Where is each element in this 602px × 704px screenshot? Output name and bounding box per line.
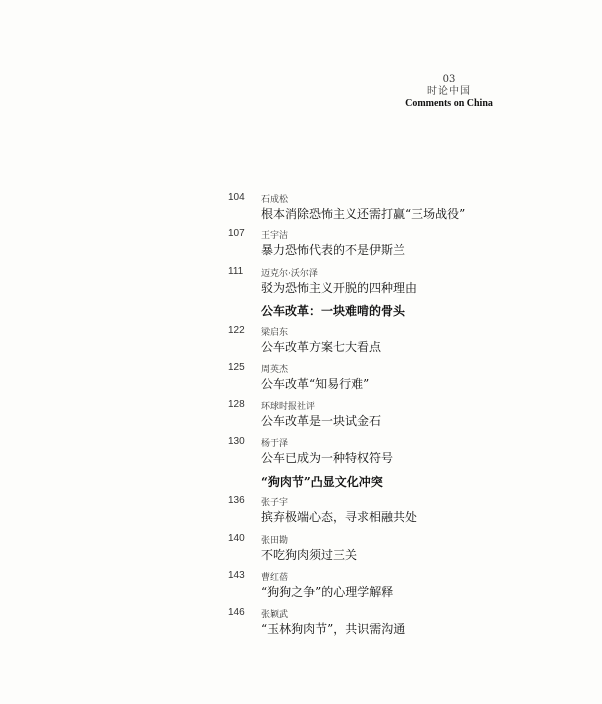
toc-page-number: 111 [228,266,244,277]
toc-title: 不吃狗肉须过三关 [261,548,358,562]
toc-author: 张田勘 [261,536,289,546]
column-title-chinese: 时论中国 [427,86,471,97]
toc-author: 王宇洁 [261,231,289,241]
toc-title: 公车改革方案七大看点 [261,340,382,354]
page-header [394,74,504,110]
toc-author: 环球时报社评 [261,402,316,412]
toc-title: “玉林狗肉节”，共识需沟通 [261,622,406,636]
toc-section-heading: “狗肉节”凸显文化冲突 [261,475,383,489]
toc-page-number: 104 [228,192,245,203]
toc-author: 周英杰 [261,365,289,375]
toc-author: 张子宇 [261,498,289,508]
toc-page-number: 128 [228,399,245,410]
toc-title: 暴力恐怖代表的不是伊斯兰 [261,243,406,257]
toc-page-number: 140 [228,533,245,544]
toc-title: 摈弃极端心态，寻求相融共处 [261,510,418,524]
toc-author: 曹红蓓 [261,573,289,583]
toc-title: 驳为恐怖主义开脱的四种理由 [261,281,418,295]
toc-page-number: 107 [228,228,245,239]
toc-page-number: 136 [228,495,245,506]
toc-author: 杨于泽 [261,439,289,449]
column-title-english: Comments on China [405,98,493,109]
toc-title: 根本消除恐怖主义还需打赢“三场战役” [261,207,466,221]
page-number: 03 [442,74,456,85]
toc-author: 石成松 [261,195,289,205]
toc-title: “狗狗之争”的心理学解释 [261,585,394,599]
toc-title: 公车改革“知易行难” [261,377,370,391]
toc-page-number: 130 [228,436,245,447]
toc-title: 公车改革是一块试金石 [261,414,382,428]
toc-title: 公车已成为一种特权符号 [261,451,394,465]
toc-author: 迈克尔·沃尔泽 [261,269,318,279]
toc-page-number: 146 [228,607,245,618]
toc-author: 梁启东 [261,328,289,338]
toc-page-number: 143 [228,570,245,581]
toc-page-number: 125 [228,362,245,373]
toc-author: 张颖武 [261,610,289,620]
toc-page-number: 122 [228,325,245,336]
toc-section-heading: 公车改革：一块难啃的骨头 [261,304,406,318]
